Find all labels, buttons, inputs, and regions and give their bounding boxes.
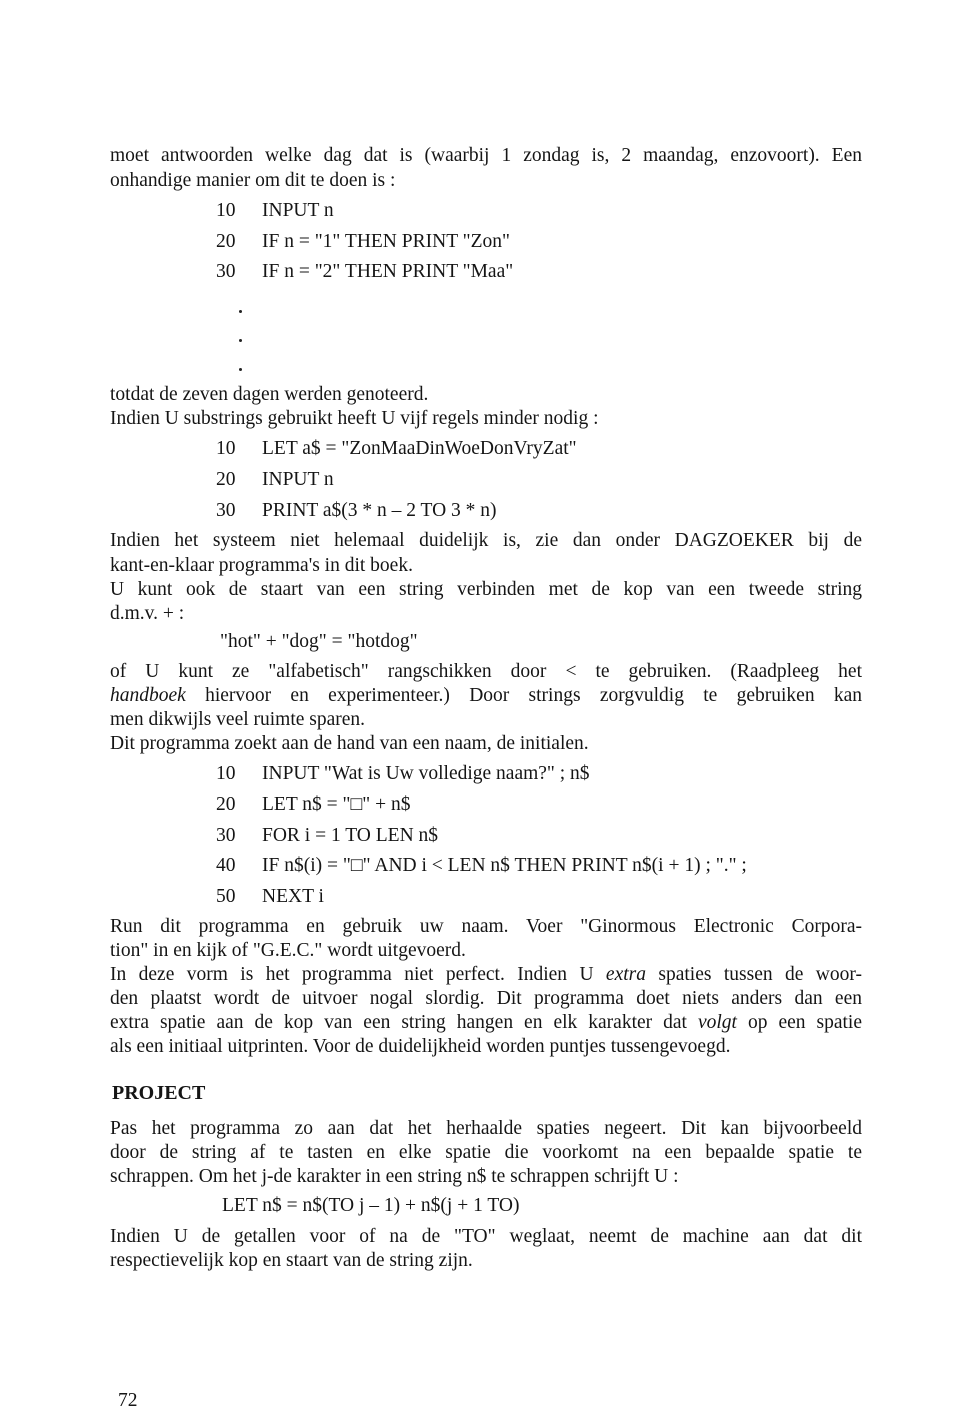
line-number: 30 (216, 825, 236, 846)
text-line: Indien het systeem niet helemaal duidelijk is, zie dan onder DAGZOEKER bij de (110, 530, 862, 551)
code-text: LET a$ = "ZonMaaDinWoeDonVryZat" (262, 438, 577, 459)
ellipsis-dot (239, 368, 242, 371)
code-line (216, 438, 577, 460)
text-line: U kunt ook de staart van een string verbinden met de kop van een tweede string (110, 579, 862, 600)
code-text: IF n = "2" THEN PRINT "Maa" (262, 261, 514, 282)
line-number: 40 (216, 855, 236, 876)
line-number: 10 (216, 763, 236, 784)
code-text: IF n$(i) = "□" AND i < LEN n$ THEN PRINT n$(i + 1) ; "." ; (262, 855, 747, 876)
code-text: INPUT n (262, 469, 334, 490)
text-line: Indien U de getallen voor of na de "TO" weglaat, neemt de machine aan dat dit (110, 1226, 862, 1247)
code-line (216, 794, 410, 816)
line-number: 30 (216, 500, 236, 521)
line-number: 30 (216, 261, 236, 282)
line-number: 10 (216, 200, 236, 221)
italic-word: volgt (697, 1012, 737, 1033)
line-number: 20 (216, 231, 236, 252)
text-line: of U kunt ze "alfabetisch" rangschikken door < te gebruiken. (Raadpleeg het (110, 661, 862, 682)
text-line: respectievelijk kop en staart van de string zijn. (110, 1250, 473, 1271)
text-line: onhandige manier om dit te doen is : (110, 170, 396, 191)
text-line: den plaatst wordt de uitvoer nogal slordig. Dit programma doet niets anders dan een (110, 988, 862, 1009)
text-line: Indien U substrings gebruikt heeft U vijf regels minder nodig : (110, 408, 599, 429)
text-line: moet antwoorden welke dag dat is (waarbij 1 zondag is, 2 maandag, enzovoort). Een (110, 145, 862, 166)
text-line: tion" in en kijk of "G.E.C." wordt uitgevoerd. (110, 940, 466, 961)
text-line: Pas het programma zo aan dat het herhaalde spaties negeert. Dit kan bijvoorbeeld (110, 1118, 862, 1139)
page-number: 72 (118, 1390, 138, 1411)
text-line: Run dit programma en gebruik uw naam. Voer "Ginormous Electronic Corpora- (110, 916, 862, 937)
example-expression: "hot" + "dog" = "hotdog" (220, 631, 418, 652)
text-line (110, 1012, 862, 1034)
code-line (216, 231, 510, 253)
italic-word: handboek (110, 685, 186, 706)
text-line (110, 964, 862, 986)
code-text: LET n$ = "□" + n$ (262, 794, 411, 815)
code-text: PRINT a$(3 * n – 2 TO 3 * n) (262, 500, 497, 521)
code-line: LET n$ = n$(TO j – 1) + n$(j + 1 TO) (222, 1195, 520, 1216)
code-line (216, 825, 438, 847)
code-text: FOR i = 1 TO LEN n$ (262, 825, 439, 846)
italic-word: extra (605, 964, 646, 985)
text-line: Dit programma zoekt aan de hand van een naam, de initialen. (110, 733, 589, 754)
code-line (216, 886, 324, 908)
line-number: 10 (216, 438, 236, 459)
ellipsis-dot (239, 339, 242, 342)
text-line: schrappen. Om het j-de karakter in een string n$ te schrappen schrijft U : (110, 1166, 679, 1187)
text-line: d.m.v. + : (110, 603, 185, 624)
code-text: NEXT i (262, 886, 324, 907)
text-span: extra spatie aan de kop van een string hangen en elk karakter dat (110, 1012, 698, 1033)
code-line (216, 500, 497, 522)
code-text: INPUT "Wat is Uw volledige naam?" ; n$ (262, 763, 590, 784)
code-line (216, 200, 334, 222)
text-line (110, 685, 862, 707)
ellipsis-dot (239, 310, 242, 313)
text-line: totdat de zeven dagen werden genoteerd. (110, 384, 429, 405)
text-span: In deze vorm is het programma niet perfect. Indien U (110, 964, 606, 985)
text-line: kant-en-klaar programma's in dit boek. (110, 555, 413, 576)
code-line (216, 261, 513, 283)
line-number: 20 (216, 794, 236, 815)
code-line (216, 855, 747, 877)
code-text: INPUT n (262, 200, 334, 221)
section-heading: PROJECT (112, 1082, 206, 1104)
code-line (216, 469, 334, 491)
code-text: IF n = "1" THEN PRINT "Zon" (262, 231, 510, 252)
line-number: 50 (216, 886, 236, 907)
text-line: men dikwijls veel ruimte sparen. (110, 709, 366, 730)
text-line: door de string af te tasten en elke spatie die voorkomt na een bepaalde spatie te (110, 1142, 862, 1163)
text-span: spaties tussen de woor- (646, 964, 862, 985)
text-line: als een initiaal uitprinten. Voor de duidelijkheid worden puntjes tussengevoegd. (110, 1036, 731, 1057)
code-line (216, 763, 590, 785)
line-number: 20 (216, 469, 236, 490)
text-span: op een spatie (736, 1012, 862, 1033)
text-span: hiervoor en experimenteer.) Door strings zorgvuldig te gebruiken kan (185, 685, 862, 706)
